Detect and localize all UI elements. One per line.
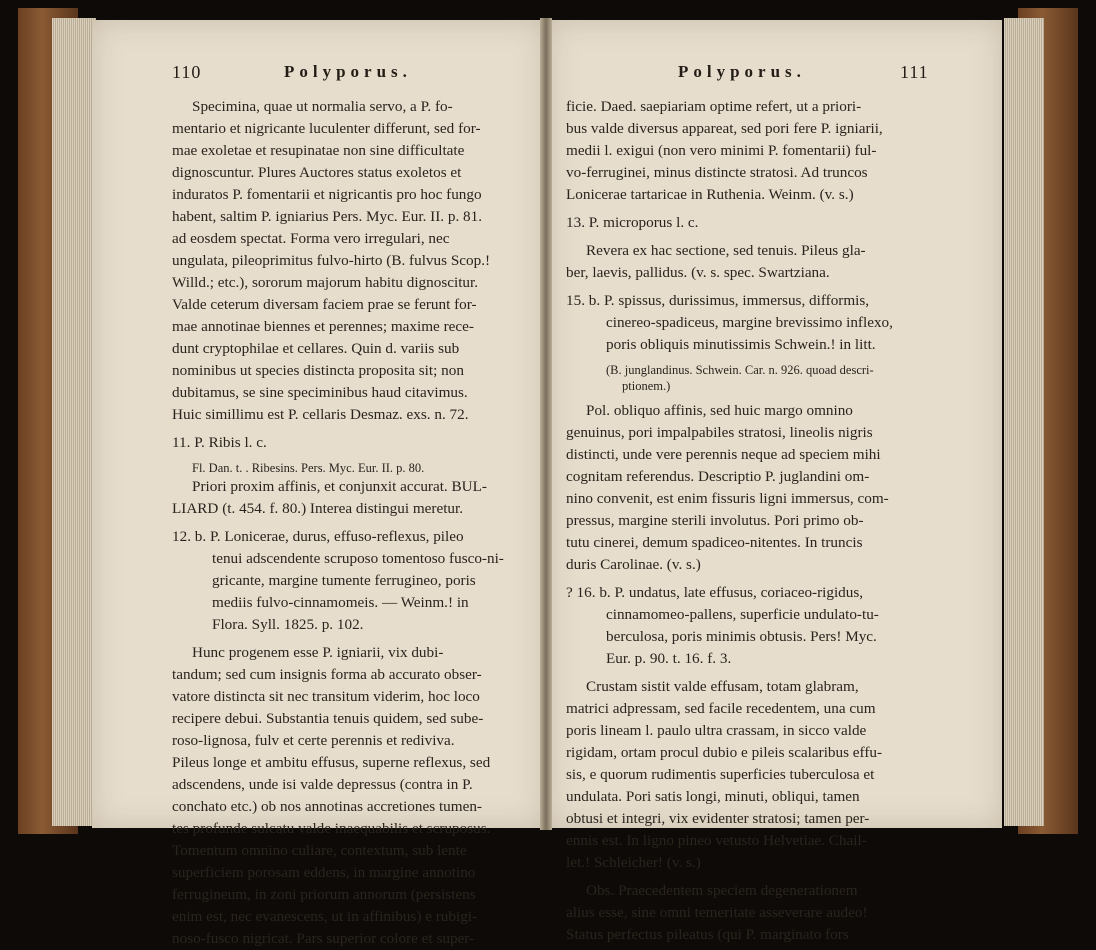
text-line: ennis est. In ligno pineo vetusto Helvetiae. Chail-	[566, 832, 867, 849]
text-line: poris lineam l. paulo ultra crassam, in sicco valde	[566, 722, 867, 739]
text-line: conchato etc.) ob nos annotinas accretiones tumen-	[172, 798, 482, 815]
right-page-text	[566, 96, 936, 946]
book-gutter	[540, 18, 552, 830]
text-line: poris obliquis minutissimis Schwein.! in litt.	[606, 336, 876, 353]
text-line: habent, saltim P. igniarius Pers. Myc. Eur. II. p. 81.	[172, 208, 483, 225]
text-line: ber, laevis, pallidus. (v. s. spec. Swartziana.	[566, 264, 830, 281]
text-line: adscendens, unde isi valde depressus (contra in P.	[172, 776, 473, 793]
text-line: Pol. obliquo affinis, sed huic margo omnino	[586, 402, 853, 419]
text-line: 15. b. P. spissus, durissimus, immersus, difformis,	[566, 292, 870, 309]
text-line: ptionem.)	[622, 379, 671, 393]
text-line: mentario et nigricante luculenter differunt, sed for-	[172, 120, 481, 137]
text-line: roso-lignosa, fulv et certe perennis et rediviva.	[172, 732, 455, 749]
text-line: tenui adscendente scruposo tomentoso fusco-ni-	[212, 550, 504, 567]
text-line: dignoscuntur. Plures Auctores status exoletos et	[172, 164, 462, 181]
right-page-edges	[1004, 18, 1044, 826]
text-line: gricante, margine tumente ferrugineo, poris	[212, 572, 476, 589]
text-line: distincti, unde vere perennis neque ad speciem mihi	[566, 446, 881, 463]
text-line: 13. P. microporus l. c.	[566, 214, 699, 231]
right-header-title: Polyporus.	[678, 62, 806, 81]
text-line: obtusi et integri, vix evidenter stratosi; tamen per-	[566, 810, 870, 827]
text-line: Lonicerae tartaricae in Ruthenia. Weinm. (v. s.)	[566, 186, 854, 203]
text-line: duris Carolinae. (v. s.)	[566, 556, 701, 573]
text-line: bus valde diversus appareat, sed pori fere P. igniarii,	[566, 120, 883, 137]
text-line: tes profunde sulcatu valde inaequabilis et scruposus.	[172, 820, 491, 837]
text-line: mae annotinae biennes et perennes; maxime rece-	[172, 318, 474, 335]
text-line: genuinus, pori impalpabiles stratosi, lineolis nigris	[566, 424, 873, 441]
text-line: cinnamomeo-pallens, superficie undulato-tu-	[606, 606, 879, 623]
right-page-number: 111	[900, 62, 929, 82]
text-line: ? 16. b. P. undatus, late effusus, coriaceo-rigidus,	[566, 584, 864, 601]
text-line: Hunc progenem esse P. igniarii, vix dubi-	[192, 644, 444, 661]
text-line: Valde ceterum diversam faciem prae se ferunt for-	[172, 296, 477, 313]
text-line: ungulata, pileoprimitus fulvo-hirto (B. fulvus Scop.!	[172, 252, 491, 269]
text-line: enim est, nec evanescens, ut in affinibus) e rubigi-	[172, 908, 478, 925]
text-line: rigidam, ortam procul dubio e pileis scalaribus effu-	[566, 744, 883, 761]
text-line: let.! Schleicher! (v. s.)	[566, 854, 701, 871]
text-line: cognitam referendus. Descriptio P. juglandini om-	[566, 468, 870, 485]
text-line: undulata. Pori satis longi, minuti, obliqui, tamen	[566, 788, 860, 805]
text-line: Revera ex hac sectione, sed tenuis. Pileus gla-	[586, 242, 866, 259]
left-page-edges	[52, 18, 96, 826]
text-line: dunt cryptophilae et cellares. Quin d. variis sub	[172, 340, 460, 357]
text-line: tandum; sed cum insignis forma ab accurato obser-	[172, 666, 482, 683]
left-page-number: 110	[172, 62, 202, 82]
text-line: Status perfectus pileatus (qui P. marginato fors	[566, 926, 849, 943]
right-running-head	[548, 62, 1002, 82]
text-line: ad eosdem spectat. Forma vero irregulari, nec	[172, 230, 450, 247]
text-line: cinereo-spadiceus, margine brevissimo inflexo,	[606, 314, 893, 331]
text-line: Crustam sistit valde effusam, totam glabram,	[586, 678, 859, 695]
text-line: pressus, margine sterili involutus. Pori primo ob-	[566, 512, 864, 529]
text-line: (B. junglandinus. Schwein. Car. n. 926. quoad descri-	[606, 363, 874, 377]
text-line: nino convenit, est enim fissuris ligni immersus, com-	[566, 490, 889, 507]
text-line: alius esse, sine omni temeritate asseverare audeo!	[566, 904, 868, 921]
text-line: vatore distincta sit nec transitum viderim, hoc loco	[172, 688, 480, 705]
text-line: medii l. exigui (non vero minimi P. fomentarii) ful-	[566, 142, 877, 159]
text-line: mae exoletae et resupinatae non sine difficultate	[172, 142, 465, 159]
left-header-title: Polyporus.	[284, 62, 412, 81]
left-running-head	[92, 62, 544, 82]
text-line: LIARD (t. 454. f. 80.) Interea distingui meretur.	[172, 500, 464, 517]
text-line: 11. P. Ribis l. c.	[172, 434, 267, 451]
text-line: recipere debui. Substantia tenuis quidem, sed sube-	[172, 710, 484, 727]
text-line: matrici adpressam, sed facile recedentem, una cum	[566, 700, 876, 717]
text-line: Eur. p. 90. t. 16. f. 3.	[606, 650, 732, 667]
text-line: Priori proxim affinis, et conjunxit accurat. BUL-	[192, 478, 487, 495]
text-line: Willd.; etc.), sororum majorum habitu dignoscitur.	[172, 274, 479, 291]
text-line: nominibus ut species distincta proposita sit; non	[172, 362, 464, 379]
left-page-text	[172, 96, 528, 950]
text-line: vo-ferruginei, minus distincte stratosi. Ad truncos	[566, 164, 868, 181]
text-line: Obs. Praecedentem speciem degenerationem	[586, 882, 858, 899]
text-line: ferrugineum, in zoni priorum annorum (persistens	[172, 886, 476, 903]
text-line: tutu cinerei, demum spadiceo-nitentes. In truncis	[566, 534, 863, 551]
text-line: Tomentum omnino culiare, contextum, sub lente	[172, 842, 467, 859]
text-line: Specimina, quae ut normalia servo, a P. fo-	[192, 98, 453, 115]
text-line: dubitamus, se sine speciminibus haud citavimus.	[172, 384, 468, 401]
text-line: superficiem porosam eddens, in margine annotino	[172, 864, 476, 881]
text-line: mediis fulvo-cinnamomeis. — Weinm.! in	[212, 594, 469, 611]
text-line: ficie. Daed. saepiariam optime refert, ut a priori-	[566, 98, 862, 115]
text-line: induratos P. fomentarii et nigricantis pro hoc fungo	[172, 186, 482, 203]
text-line: Pileus longe et ambitu effusus, superne reflexus, sed	[172, 754, 491, 771]
text-line: noso-fusco nigricat. Pars superior colore et super-	[172, 930, 475, 947]
text-line: Fl. Dan. t. . Ribesins. Pers. Myc. Eur. II. p. 80.	[192, 461, 425, 475]
text-line: berculosa, poris minimis obtusis. Pers! Myc.	[606, 628, 877, 645]
text-line: Flora. Syll. 1825. p. 102.	[212, 616, 364, 633]
text-line: Huic simillimu est P. cellaris Desmaz. exs. n. 72.	[172, 406, 469, 423]
text-line: 12. b. P. Lonicerae, durus, effuso-reflexus, pileo	[172, 528, 464, 545]
text-line: sis, e quorum rudimentis superficies tuberculosa et	[566, 766, 875, 783]
